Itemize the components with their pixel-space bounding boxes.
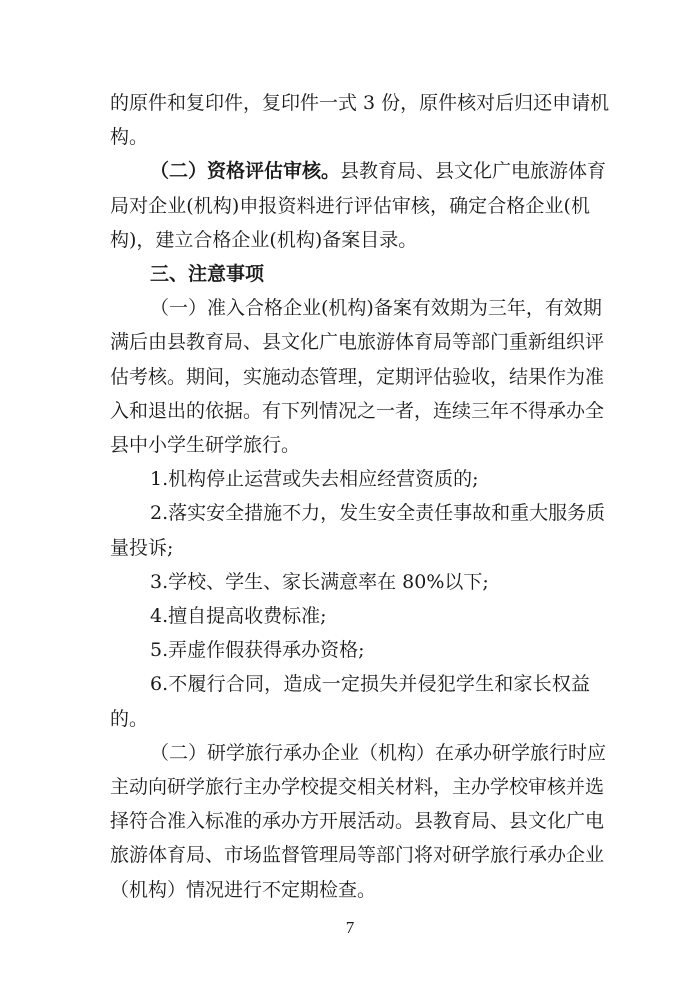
text-line: 构。 [110,126,149,148]
runin-heading: （二）资格评估审核。 [150,160,341,182]
list-item: 4.擅自提高收费标准; [150,605,327,627]
list-item: 1.机构停止运营或失去相应经营资质的; [150,468,479,490]
list-item-continuation: 量投诉; [110,537,174,559]
text-line: 择符合准入标准的承办方开展活动。县教育局、县文化广电 [110,810,605,832]
list-item: 5.弄虚作假获得承办资格; [150,639,365,661]
text-line: 县中小学生研学旅行。 [110,434,301,456]
list-item: 3.学校、学生、家长满意率在 80%以下; [150,571,489,593]
text-line: （二）研学旅行承办企业（机构）在承办研学旅行时应 [150,742,607,764]
section-heading: 三、注意事项 [150,263,265,285]
text-line: 入和退出的依据。有下列情况之一者，连续三年不得承办全 [110,400,605,422]
text-run: 县教育局、县文化广电旅游体育 [340,160,607,182]
text-line: （机构）情况进行不定期检查。 [110,879,377,901]
text-line: 满后由县教育局、县文化广电旅游体育局等部门重新组织评 [110,331,605,353]
text-line: 的原件和复印件，复印件一式 3 份，原件核对后归还申请机 [110,92,610,114]
list-item: 6.不履行合同，造成一定损失并侵犯学生和家长权益 [150,673,590,695]
list-item-continuation: 的。 [110,708,149,730]
list-item: 2.落实安全措施不力，发生安全责任事故和重大服务质 [150,502,606,524]
paragraph-review-first-line [150,156,607,186]
text-line: 主动向研学旅行主办学校提交相关材料，主办学校审核并选 [110,776,605,798]
text-line: 局对企业(机构)申报资料进行评估审核，确定合格企业(机 [110,195,590,217]
page-number: 7 [345,918,355,937]
text-line: 构)，建立合格企业(机构)备案目录。 [110,229,418,251]
text-line: 估考核。期间，实施动态管理，定期评估验收，结果作为准 [110,366,605,388]
text-line: （一）准入合格企业(机构)备案有效期为三年，有效期 [150,297,602,319]
text-line: 旅游体育局、市场监督管理局等部门将对研学旅行承办企业 [110,844,605,866]
